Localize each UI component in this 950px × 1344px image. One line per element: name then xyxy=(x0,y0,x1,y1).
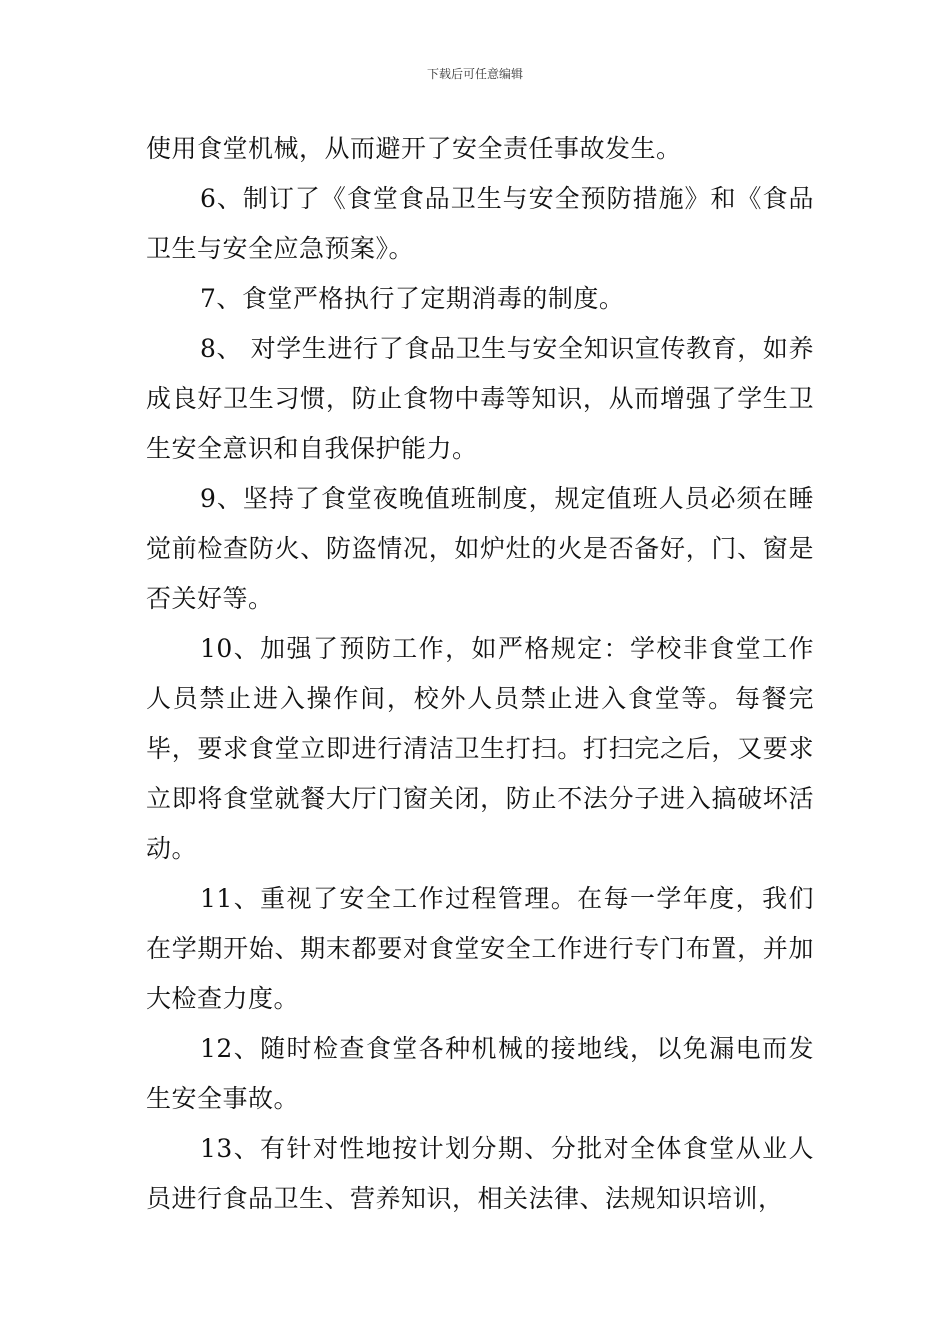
page-header: 下载后可任意编辑 xyxy=(426,67,523,81)
paragraph-item-13: 13、有针对性地按计划分期、分批对全体食堂从业人员进行食品卫生、营养知识，相关法律、法规知识培训， xyxy=(146,1134,814,1213)
document-body xyxy=(146,124,814,1224)
paragraph-item-9: 9、坚持了食堂夜晚值班制度，规定值班人员必须在睡觉前检查防火、防盗情况，如炉灶的火是否备好，门、窗是否关好等。 xyxy=(146,484,814,613)
paragraph-item-10: 10、加强了预防工作，如严格规定：学校非食堂工作人员禁止进入操作间，校外人员禁止进入食堂等。每餐完毕，要求食堂立即进行清洁卫生打扫。打扫完之后，又要求立即将食堂就餐大厅门窗关闭，防止不法分子进入搞破坏活动。 xyxy=(146,634,814,863)
paragraph-item-6: 6、制订了《食堂食品卫生与安全预防措施》和《食品卫生与安全应急预案》。 xyxy=(146,184,814,263)
paragraph-item-8: 8、 对学生进行了食品卫生与安全知识宣传教育，如养成良好卫生习惯，防止食物中毒等知识，从而增强了学生卫生安全意识和自我保护能力。 xyxy=(146,334,814,463)
paragraph-item-7: 7、食堂严格执行了定期消毒的制度。 xyxy=(200,284,625,313)
paragraph-item-11: 11、重视了安全工作过程管理。在每一学年度，我们在学期开始、期末都要对食堂安全工作进行专门布置，并加大检查力度。 xyxy=(146,884,814,1013)
paragraph-continued: 使用食堂机械，从而避开了安全责任事故发生。 xyxy=(146,134,682,163)
paragraph-item-12: 12、随时检查食堂各种机械的接地线，以免漏电而发生安全事故。 xyxy=(146,1034,814,1113)
